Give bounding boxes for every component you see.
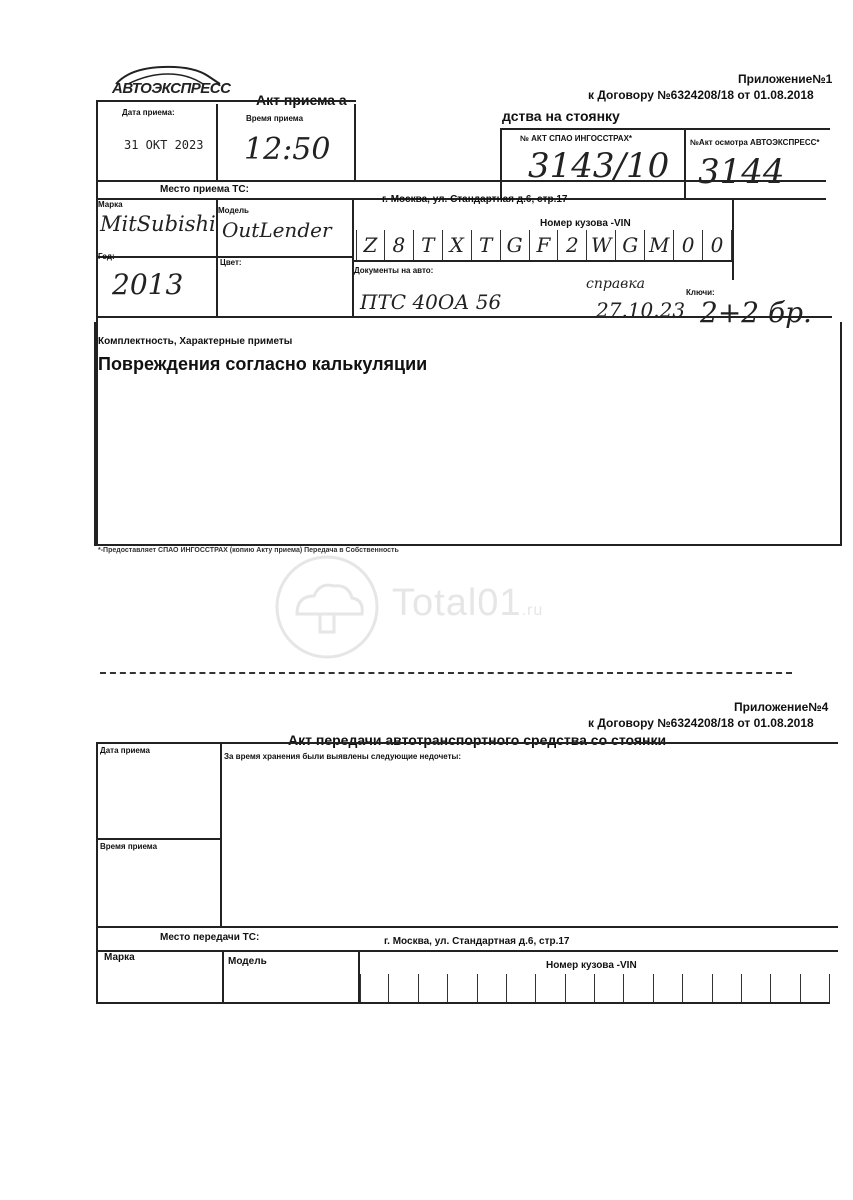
- vin-cell-empty: [419, 974, 448, 1002]
- grid-line: [500, 128, 502, 198]
- vin-cell-empty: [595, 974, 624, 1002]
- watermark: [272, 552, 612, 662]
- grid-line: [500, 128, 830, 130]
- vin-cell: T: [472, 230, 501, 260]
- place-label-2: Место передачи ТС:: [160, 932, 260, 943]
- model-label: Модель: [218, 206, 249, 215]
- place-address-2: г. Москва, ул. Стандартная д.6, стр.17: [384, 936, 570, 947]
- vin-cell-empty: [713, 974, 742, 1002]
- keys-value: 2+2 бр.: [700, 296, 812, 329]
- vin-cell-empty: [389, 974, 418, 1002]
- time-label: Время приема: [246, 114, 304, 123]
- time-value: 12:50: [244, 132, 331, 167]
- defects-label: За время хранения были выявлены следующие недочеты:: [224, 752, 462, 761]
- docs-label: Документы на авто:: [354, 266, 434, 275]
- keys-label: Ключи:: [686, 288, 715, 297]
- appendix-label-2: Приложение№4: [734, 700, 829, 714]
- watermark-text: Total01.ru: [392, 582, 544, 624]
- vin-cell-empty: [771, 974, 800, 1002]
- form-title-part1: Акт приема а: [256, 92, 347, 108]
- akt-inspection-value: 3144: [698, 152, 785, 192]
- contract-reference-2: к Договору №6324208/18 от 01.08.2018: [588, 716, 814, 730]
- vin-cell: 0: [674, 230, 703, 260]
- vin-cell-empty: [360, 974, 389, 1002]
- grid-line: [220, 742, 222, 928]
- grid-line: [96, 742, 98, 1002]
- date-label: Дата приема:: [122, 108, 175, 117]
- logo-text: АВТОЭКСПРЕСС: [112, 80, 231, 97]
- grid-line: [352, 198, 354, 316]
- grid-line: [96, 100, 356, 102]
- akt-inspection-label: №Акт осмотра АВТОЭКСПРЕСС*: [690, 138, 820, 147]
- grid-line: [352, 260, 732, 262]
- vin-cell-empty: [742, 974, 771, 1002]
- vin-label-2: Номер кузова -VIN: [546, 960, 637, 971]
- vin-cell: G: [616, 230, 645, 260]
- vin-cell-empty: [683, 974, 712, 1002]
- vin-cell: 2: [558, 230, 587, 260]
- grid-line: [216, 104, 218, 180]
- docs-value: ПТС 40ОА 56: [360, 290, 502, 314]
- grid-line: [222, 950, 224, 1002]
- year-value: 2013: [112, 268, 184, 301]
- brand-value: MitSubishi: [100, 212, 216, 236]
- vin-cell: W: [587, 230, 616, 260]
- grid-line: [96, 742, 838, 744]
- grid-line: [96, 926, 838, 928]
- watermark-logo-icon: [272, 552, 382, 662]
- vin-label: Номер кузова -VIN: [540, 218, 631, 229]
- vin-cell-empty: [801, 974, 830, 1002]
- vin-cell-empty: [654, 974, 683, 1002]
- footnote: *-Предоставляет СПАО ИНГОССТРАХ (копию Акту приема) Передача в Собственность: [98, 547, 399, 554]
- grid-line: [96, 950, 838, 952]
- vin-cell: F: [530, 230, 559, 260]
- vin-cell: Z: [356, 230, 385, 260]
- vin-cell-empty: [507, 974, 536, 1002]
- date-label-2: Дата приема: [100, 746, 150, 755]
- akt-ingos-label: № АКТ СПАО ИНГОССТРАХ*: [520, 134, 633, 143]
- vin-cell-empty: [478, 974, 507, 1002]
- redaction: [506, 276, 566, 314]
- grid-line: [96, 838, 220, 840]
- vin-cell-empty: [536, 974, 565, 1002]
- place-address: г. Москва, ул. Стандартная д.6, стр.17: [382, 194, 568, 205]
- brand-label: Марка: [98, 200, 123, 209]
- cut-line: [100, 672, 792, 674]
- vin-cell-empty: [566, 974, 595, 1002]
- date-value: 31 ОКТ 2023: [124, 138, 204, 152]
- grid-line: [354, 104, 356, 180]
- vin-cell-empty: [624, 974, 653, 1002]
- damage-text: Повреждения согласно калькуляции: [98, 354, 428, 374]
- vin-cell: X: [443, 230, 472, 260]
- vin-cells: [356, 230, 732, 260]
- appendix-label: Приложение№1: [738, 72, 833, 86]
- docs-note: справка: [586, 276, 646, 292]
- docs-date: 27.10.23: [596, 298, 686, 322]
- form-title-2: Акт передачи автотранспортного средства со стоянки: [288, 732, 667, 748]
- time-label-2: Время приема: [100, 842, 158, 851]
- contract-reference: к Договору №6324208/18 от 01.08.2018: [588, 88, 814, 102]
- vin-cell: G: [501, 230, 530, 260]
- autoexpress-logo: [108, 62, 231, 102]
- grid-line: [732, 200, 734, 280]
- vin-cell-empty: [448, 974, 477, 1002]
- completeness-label: Комплектность, Характерные приметы: [98, 336, 293, 347]
- form-title-part2: дства на стоянку: [502, 108, 620, 124]
- grid-line: [96, 1002, 830, 1004]
- year-label: Год:: [98, 252, 115, 261]
- model-value: OutLender: [222, 218, 332, 242]
- akt-ingos-value: 3143/10: [528, 146, 670, 186]
- vin-cell: 8: [385, 230, 414, 260]
- place-label: Место приема ТС:: [160, 184, 249, 195]
- color-label: Цвет:: [220, 258, 242, 267]
- model-label-2: Модель: [228, 956, 267, 967]
- vin-cell: T: [414, 230, 443, 260]
- vin-cell: M: [645, 230, 674, 260]
- vin-cells-2: [360, 974, 830, 1002]
- grid-line: [684, 128, 686, 198]
- vin-cell: 0: [703, 230, 732, 260]
- brand-label-2: Марка: [104, 952, 135, 963]
